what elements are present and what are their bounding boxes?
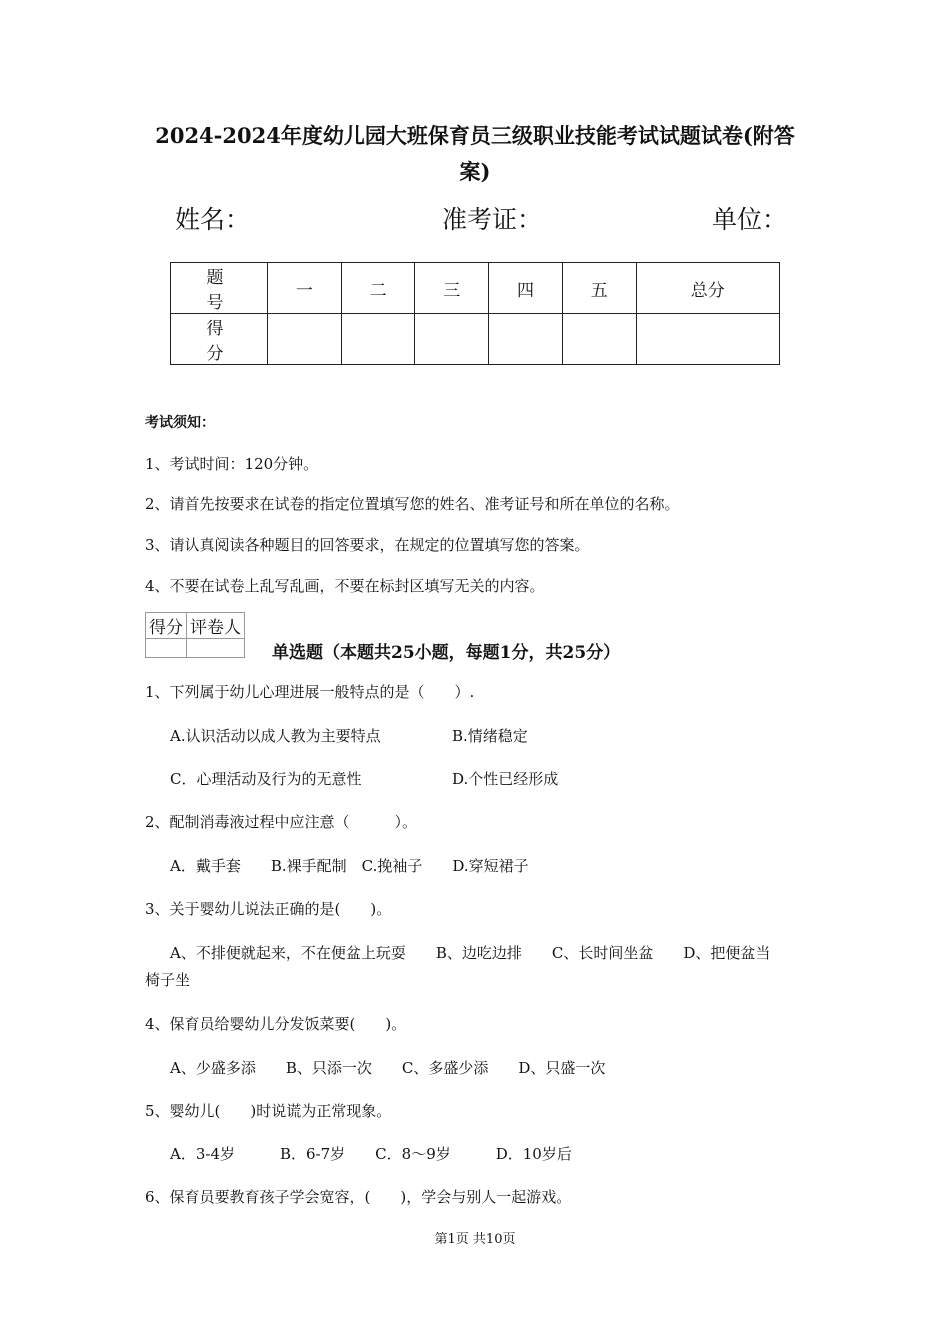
section-2-header: 二 [341,263,415,314]
title-line-2: 案) [459,159,491,184]
question-3-options-wrap: 椅子坐 [145,971,191,989]
document-title [60,118,890,190]
score-cell [636,314,779,365]
question-1-option-b: B.情绪稳定 [452,727,528,745]
question-5-options: A．3-4岁 B．6-7岁 C．8～9岁 D．10岁后 [170,1145,572,1163]
question-1-option-c: C．心理活动及行为的无意性 [170,770,362,788]
section-3-header: 三 [415,263,489,314]
score-table [170,262,780,365]
question-1: 1、下列属于幼儿心理进展一般特点的是（ ）. [145,683,475,701]
exam-id-label: 准考证： [442,205,543,234]
question-2: 2、配制消毒液过程中应注意（ ）。 [145,813,418,831]
grader-score-cell [146,639,187,658]
question-4: 4、保育员给婴幼儿分发饭菜要( )。 [145,1015,407,1033]
question-3-options: A、不排便就起来，不在便盆上玩耍 B、边吃边排 C、长时间坐盆 D、把便盆当 [170,944,771,962]
grader-score-label: 得分 [146,613,187,639]
score-cell [415,314,489,365]
question-5: 5、婴幼儿( )时说谎为正常现象。 [145,1102,392,1120]
question-6: 6、保育员要教育孩子学会宽容，( )，学会与别人一起游戏。 [145,1188,572,1206]
title-line-1: 2024-2024年度幼儿园大班保育员三级职业技能考试试题试卷(附答 [155,123,795,148]
question-1-option-a: A.认识活动以成人教为主要特点 [170,727,381,745]
notice-item-4: 4、不要在试卷上乱写乱画，不要在标封区填写无关的内容。 [145,577,545,595]
score-cell [268,314,342,365]
section-title: 单选题（本题共25小题，每题1分，共25分） [272,643,621,663]
grader-name-cell [187,639,245,658]
section-1-header: 一 [268,263,342,314]
total-header: 总分 [636,263,779,314]
score-cell [489,314,563,365]
question-4-options: A、少盛多添 B、只添一次 C、多盛少添 D、只盛一次 [170,1059,606,1077]
notice-item-3: 3、请认真阅读各种题目的回答要求，在规定的位置填写您的答案。 [145,536,590,554]
section-4-header: 四 [489,263,563,314]
page-footer: 第1页 共10页 [434,1232,516,1247]
name-label: 姓名： [175,205,251,234]
score-row-label: 得 分 [171,314,268,365]
score-table-score-row [171,314,780,365]
notice-item-2: 2、请首先按要求在试卷的指定位置填写您的姓名、准考证号和所在单位的名称。 [145,495,680,513]
candidate-fields [0,200,950,240]
question-1-option-d: D.个性已经形成 [452,770,559,788]
score-table-header-row [171,263,780,314]
unit-label: 单位： [712,205,788,234]
question-2-options: A．戴手套 B.裸手配制 C.挽袖子 D.穿短裙子 [170,857,529,875]
notice-title: 考试须知： [145,415,215,431]
score-cell [341,314,415,365]
question-number-header: 题 号 [171,263,268,314]
grader-table [145,612,245,658]
grader-name-label: 评卷人 [187,613,245,639]
question-3: 3、关于婴幼儿说法正确的是( )。 [145,900,392,918]
notice-item-1: 1、考试时间：120分钟。 [145,455,319,473]
score-cell [562,314,636,365]
section-5-header: 五 [562,263,636,314]
